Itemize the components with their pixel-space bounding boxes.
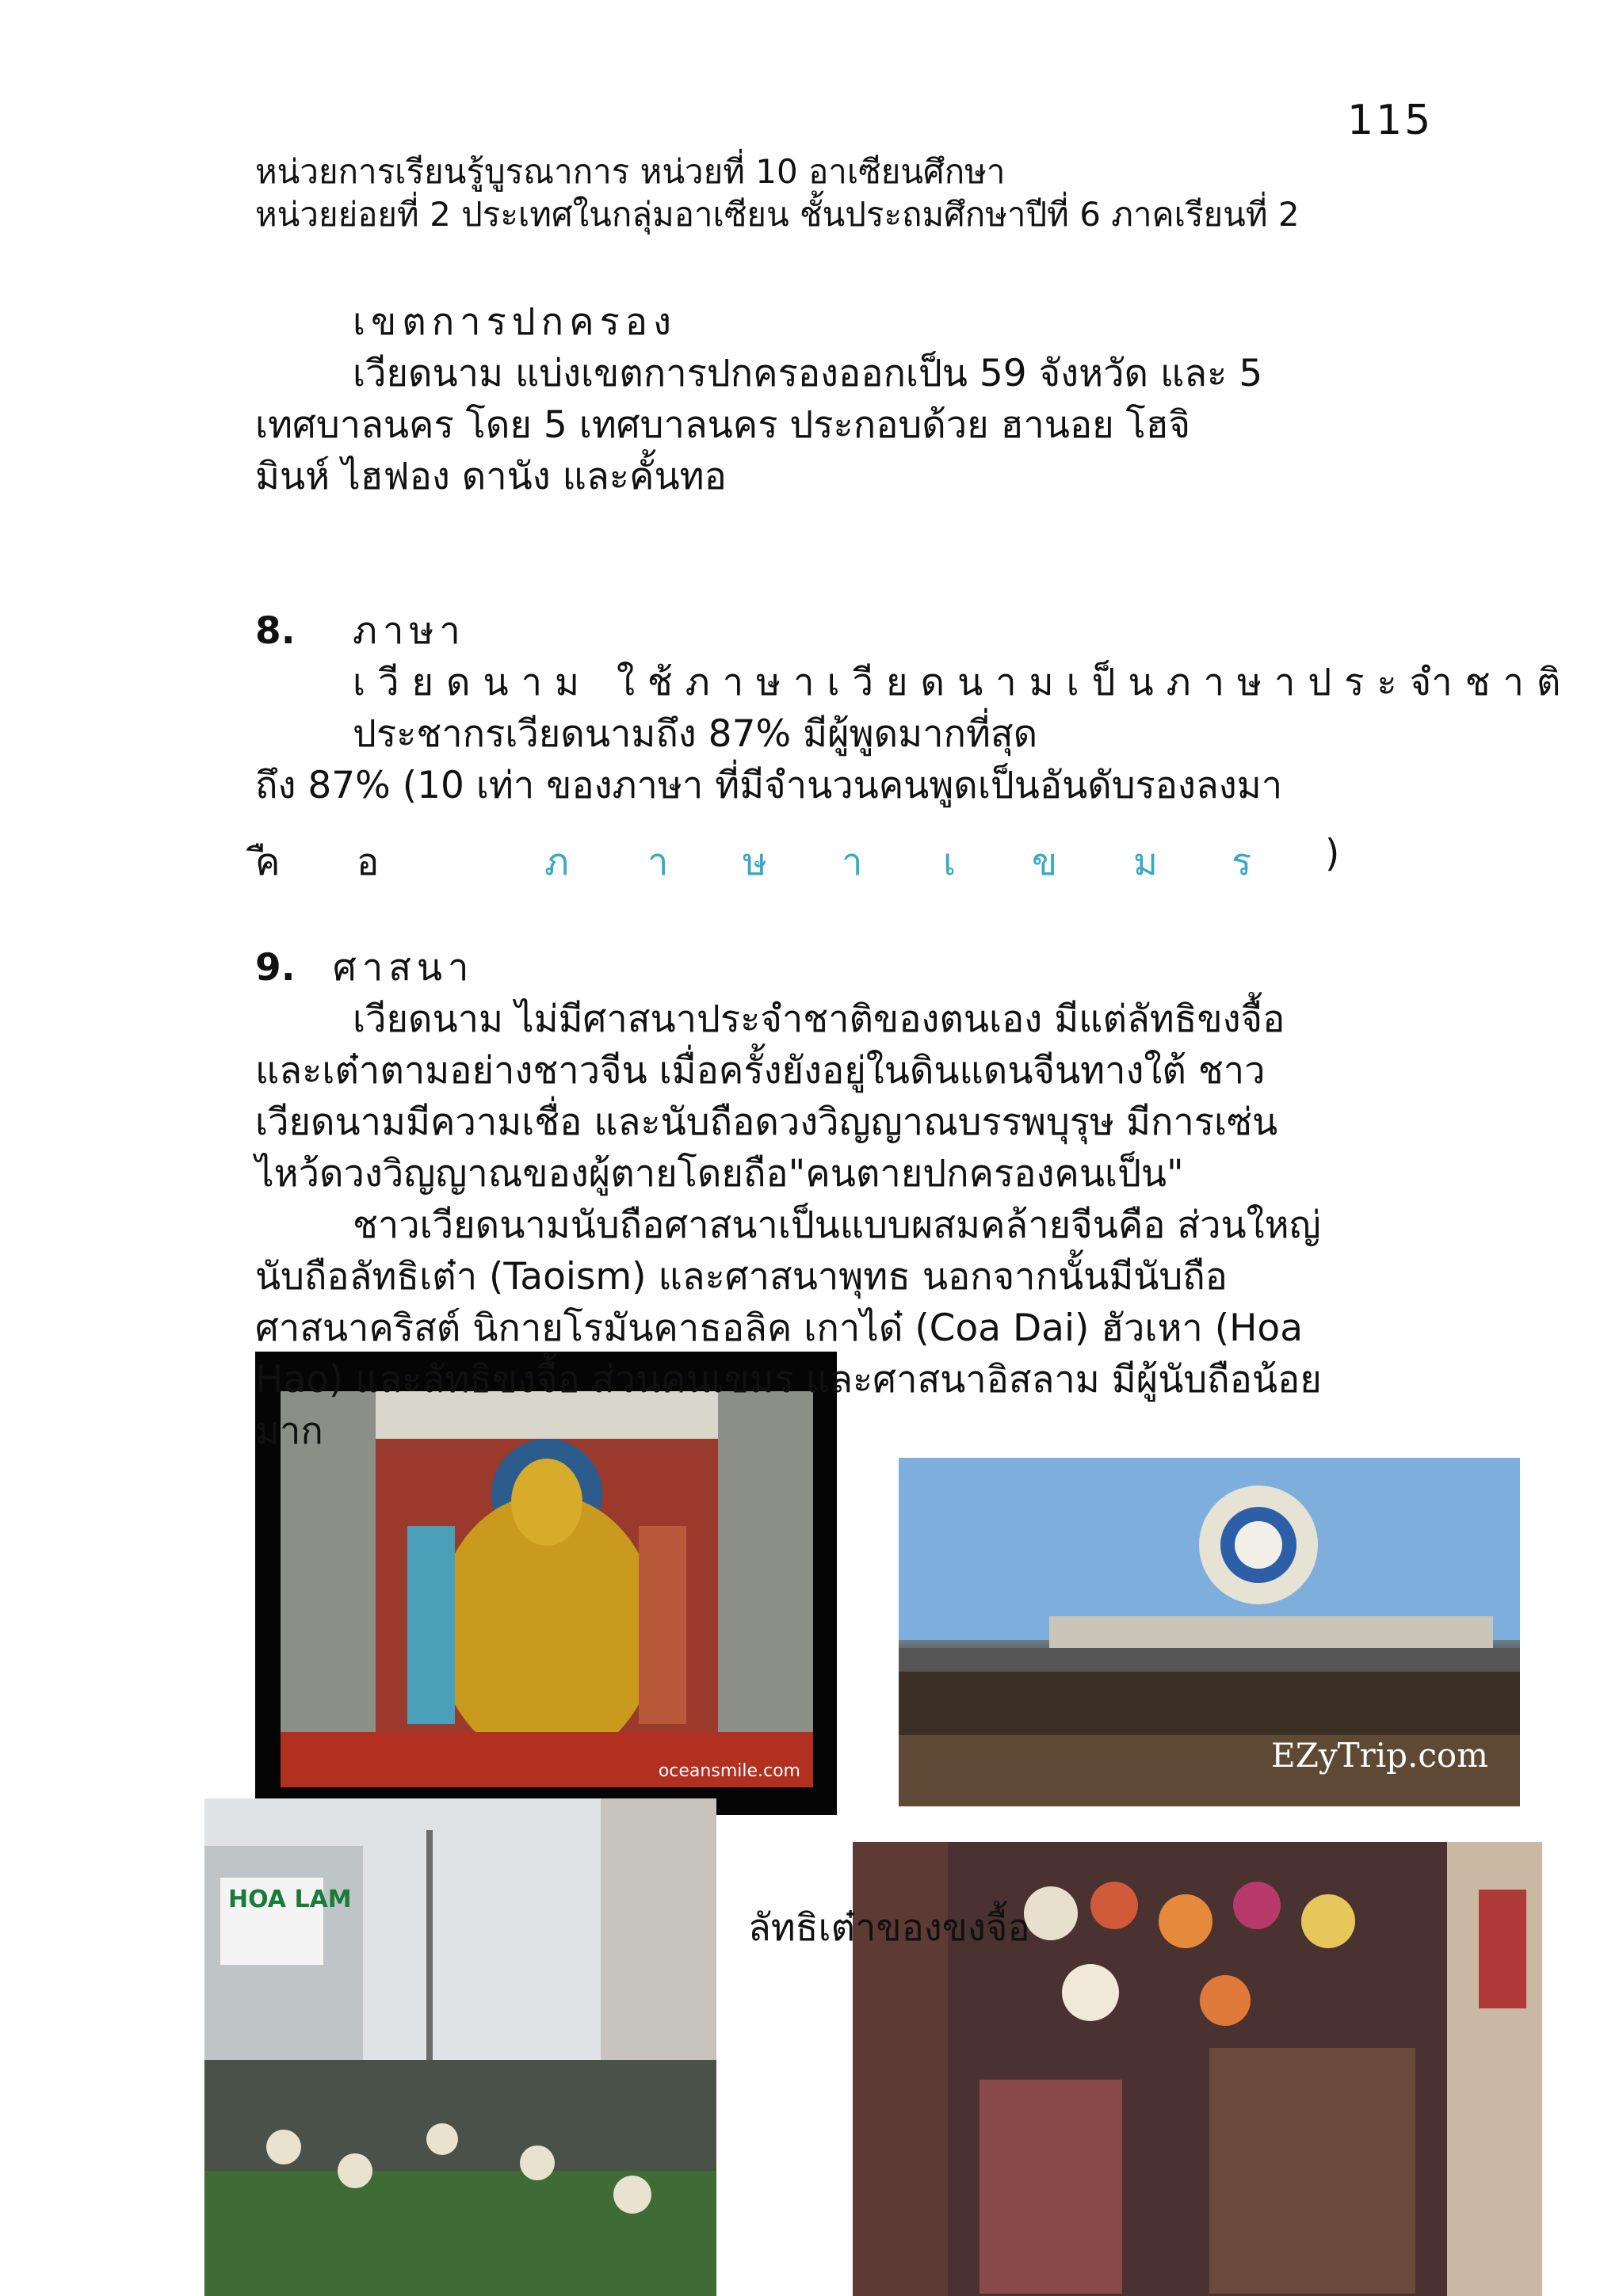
language-line-2: ประชากรเวียดนามถึง 87% มีผู้พูดมากที่สุด — [353, 712, 1038, 756]
khmer-char: ร — [1232, 841, 1252, 884]
admin-line-1: เวียดนาม แบ่งเขตการปกครองออกเป็น 59 จังหวัด และ 5 — [353, 352, 1263, 395]
language-title: ภาษา — [353, 609, 466, 653]
statue-scene — [281, 1391, 813, 1787]
khmer-char: ม — [1133, 841, 1158, 884]
religion-line-7: ศาสนาคริสต์ นิกายโรมันคาธอลิค เกาได๋ (Coa Dai) ฮัวเหา (Hoa — [255, 1306, 1303, 1350]
religion-line-9: มาก — [255, 1409, 323, 1453]
roof-photo — [899, 1458, 1520, 1806]
page-number: 115 — [1347, 97, 1434, 144]
statue-photo — [255, 1352, 837, 1815]
religion-line-5: ชาวเวียดนามนับถือศาสนาเป็นแบบผสมคล้ายจีนคือ ส่วนใหญ่ — [353, 1203, 1321, 1247]
khmer-char: า — [842, 841, 863, 884]
market-sign: HOA LAM — [228, 1886, 352, 1913]
language-number: 8. — [255, 609, 296, 653]
language-line-3: ถึง 87% (10 เท่า ของภาษา ที่มีจำนวนคนพูดเป็นอันดับรองลงมา — [255, 764, 1283, 807]
religion-line-4: ไหว้ดวงวิญญาณของผู้ตายโดยถือ"คนตายปกครองคนเป็น" — [255, 1152, 1184, 1196]
roof-watermark: EZyTrip.com — [1271, 1736, 1488, 1775]
khmer-char: ภ — [544, 841, 569, 884]
religion-number: 9. — [255, 946, 296, 990]
admin-line-3: มินห์ ไฮฟอง ดานัง และคั้นทอ — [255, 455, 727, 498]
religion-line-3: เวียดนามมีความเชื่อ และนับถือดวงวิญญาณบรรพบุรุษ มีการเซ่น — [255, 1100, 1278, 1144]
header-line-1: หน่วยการเรียนรู้บูรณาการ หน่วยที่ 10 อาเซียนศึกษา — [255, 152, 1006, 191]
header-line-2: หน่วยย่อยที่ 2 ประเทศในกลุ่มอาเซียน ชั้นประถมศึกษาปีที่ 6 ภาคเรียนที่ 2 — [255, 195, 1300, 234]
language-line-4 — [255, 832, 1349, 887]
khmer-char: า — [647, 841, 669, 884]
statue-illustration — [281, 1391, 813, 1787]
statue-watermark: oceansmile.com — [658, 1761, 800, 1781]
photo-caption: ลัทธิเต๋าของขงจื้อ — [748, 1906, 1030, 1950]
khmer-char: ข — [1032, 841, 1058, 884]
language-line-1: เวียดนาม ใช้ภาษาเวียดนามเป็นภาษาประจำชาติ — [353, 661, 1574, 704]
religion-line-2: และเต๋าตามอย่างชาวจีน เมื่อครั้งยังอยู่ในดินแดนจีนทางใต้ ชาว — [255, 1049, 1266, 1093]
religion-line-8: Hao) และลัทธิขงจื้อ ส่วนคนเขมร และศาสนาอิสลาม มีผู้นับถือน้อย — [255, 1358, 1322, 1402]
admin-title: เขตการปกครอง — [353, 300, 677, 344]
khmer-char: ษ — [743, 841, 767, 884]
religion-title: ศาสนา — [333, 946, 475, 990]
line4-close-paren: ) — [1325, 832, 1340, 875]
religion-line-6: นับถือลัทธิเต๋า (Taoism) และศาสนาพุทธ นอกจากนั้นมีนับถือ — [255, 1255, 1228, 1299]
khmer-char: เ — [943, 841, 957, 884]
admin-line-2: เทศบาลนคร โดย 5 เทศบาลนคร ประกอบด้วย ฮานอย โฮจิ — [255, 403, 1191, 447]
line4-char: ค — [255, 841, 281, 884]
market-photo — [204, 1798, 716, 2296]
market-illustration — [204, 1798, 716, 2296]
religion-line-1: เวียดนาม ไม่มีศาสนาประจำชาติของตนเอง มีแต่ลัทธิขงจื้อ — [353, 997, 1285, 1041]
line4-char: อ — [357, 841, 380, 884]
